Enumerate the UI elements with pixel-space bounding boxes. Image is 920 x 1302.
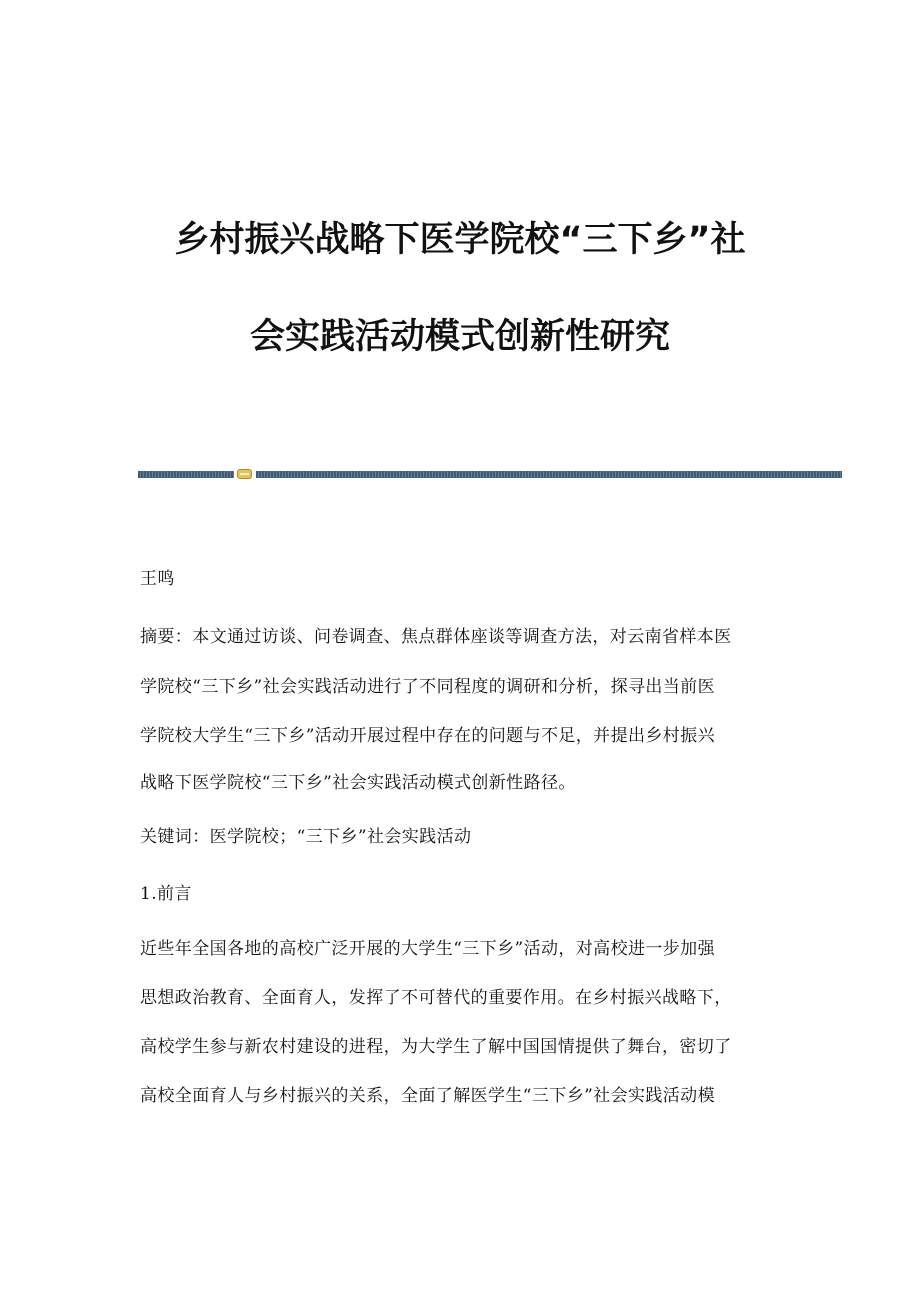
divider-bar-right	[256, 471, 842, 478]
section-heading: 1.前言	[140, 884, 192, 904]
divider-ornament-icon	[237, 469, 252, 479]
body-line: 思想政治教育、全面育人，发挥了不可替代的重要作用。在乡村振兴战略下，	[140, 988, 732, 1008]
document-title-line-2: 会实践活动模式创新性研究	[249, 317, 670, 357]
body-line: 高校学生参与新农村建设的进程，为大学生了解中国国情提供了舞台，密切了	[140, 1037, 732, 1057]
title-divider	[138, 469, 842, 483]
document-title-line-1: 乡村振兴战略下医学院校“三下乡”社	[174, 220, 746, 260]
body-line: 高校全面育人与乡村振兴的关系，全面了解医学生“三下乡”社会实践活动模	[140, 1086, 715, 1106]
keywords: 关键词：医学院校；“三下乡”社会实践活动	[140, 827, 472, 847]
body-line: 近些年全国各地的高校广泛开展的大学生“三下乡”活动，对高校进一步加强	[140, 939, 715, 959]
divider-bar-left	[138, 471, 234, 478]
abstract-line: 摘要：本文通过访谈、问卷调查、焦点群体座谈等调查方法，对云南省样本医	[140, 627, 732, 647]
abstract-line: 学院校大学生“三下乡”活动开展过程中存在的问题与不足，并提出乡村振兴	[140, 726, 715, 746]
author-name: 王鸣	[140, 569, 175, 589]
abstract-line: 学院校“三下乡”社会实践活动进行了不同程度的调研和分析，探寻出当前医	[140, 677, 715, 697]
abstract-line: 战略下医学院校“三下乡”社会实践活动模式创新性路径。	[140, 773, 576, 793]
